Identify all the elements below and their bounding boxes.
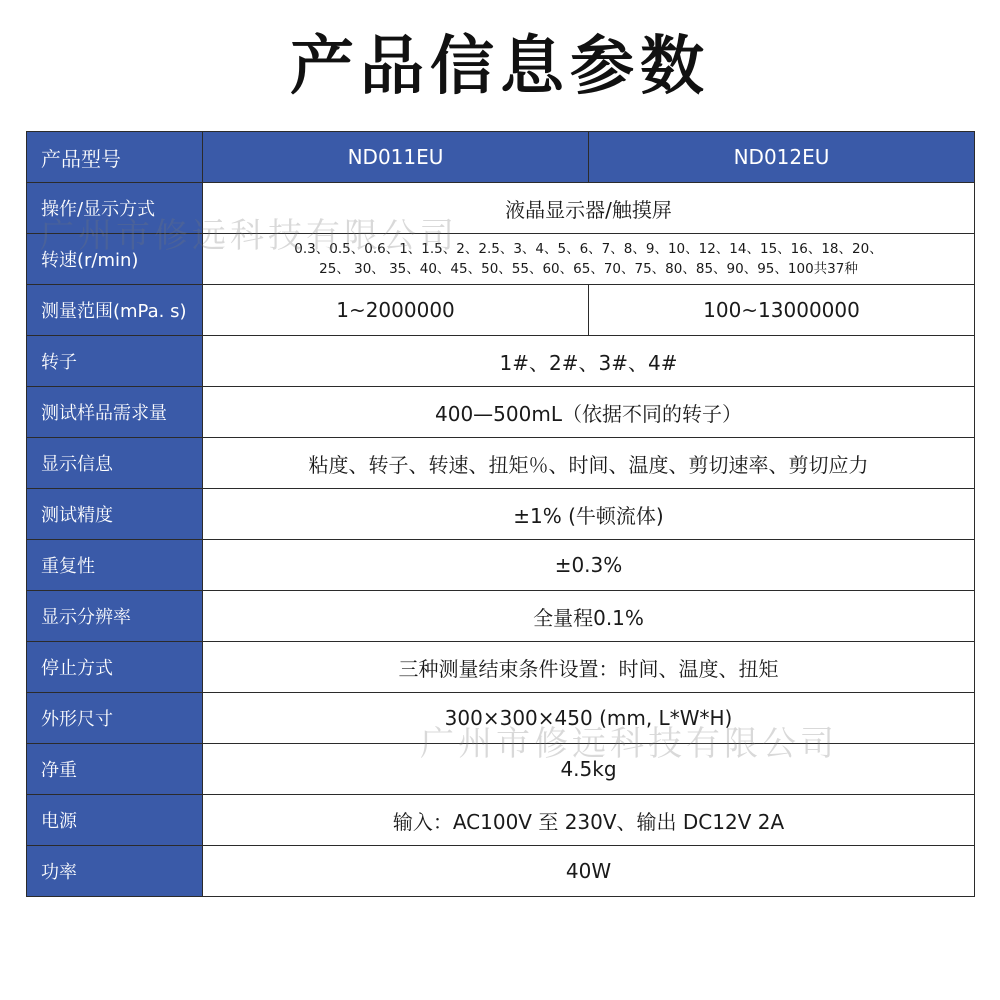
table-row	[27, 846, 975, 897]
spec-table	[26, 131, 975, 897]
row-value: 1#、2#、3#、4#	[203, 336, 975, 387]
row-value: 液晶显示器/触摸屏	[203, 183, 975, 234]
row-label: 功率	[27, 846, 203, 897]
speed-line-2: 25、 30、 35、40、45、50、55、60、65、70、75、80、85、90、95、100共37种	[319, 261, 858, 277]
page-title: 产品信息参数	[290, 30, 710, 104]
row-value: ±1% (牛顿流体)	[203, 489, 975, 540]
table-row	[27, 795, 975, 846]
row-value: 4.5kg	[203, 744, 975, 795]
table-row	[27, 642, 975, 693]
row-label: 电源	[27, 795, 203, 846]
row-label: 测量范围(mPa. s)	[27, 285, 203, 336]
table-row	[27, 336, 975, 387]
table-row	[27, 234, 975, 285]
row-label: 操作/显示方式	[27, 183, 203, 234]
speed-values	[203, 234, 975, 285]
row-label: 测试精度	[27, 489, 203, 540]
row-label: 停止方式	[27, 642, 203, 693]
header-label: 产品型号	[27, 132, 203, 183]
row-label: 外形尺寸	[27, 693, 203, 744]
model-b-cell: ND012EU	[589, 132, 975, 183]
table-row	[27, 438, 975, 489]
range-b-cell: 100~13000000	[589, 285, 975, 336]
table-header-row	[27, 132, 975, 183]
watermark-bottom: 广州市修远科技有限公司	[420, 724, 838, 764]
table-row	[27, 540, 975, 591]
table-row	[27, 285, 975, 336]
row-label: 净重	[27, 744, 203, 795]
row-label: 显示信息	[27, 438, 203, 489]
model-a-cell: ND011EU	[203, 132, 589, 183]
speed-line-1: 0.3、0.5、0.6、1、1.5、2、2.5、3、4、5、6、7、8、9、10、12、14、15、16、18、20、	[294, 241, 883, 257]
row-label: 重复性	[27, 540, 203, 591]
range-a-cell: 1~2000000	[203, 285, 589, 336]
table-row	[27, 744, 975, 795]
row-value: 40W	[203, 846, 975, 897]
row-value: 三种测量结束条件设置：时间、温度、扭矩	[203, 642, 975, 693]
table-row	[27, 387, 975, 438]
table-row	[27, 489, 975, 540]
row-label: 显示分辨率	[27, 591, 203, 642]
row-value: ±0.3%	[203, 540, 975, 591]
watermark-top: 广州市修远科技有限公司	[40, 216, 458, 256]
row-value: 400—500mL（依据不同的转子）	[203, 387, 975, 438]
row-value: 粘度、转子、转速、扭矩％、时间、温度、剪切速率、剪切应力	[203, 438, 975, 489]
table-row	[27, 591, 975, 642]
table-row	[27, 183, 975, 234]
table-row	[27, 693, 975, 744]
row-value: 全量程0.1%	[203, 591, 975, 642]
row-value: 输入：AC100V 至 230V、输出 DC12V 2A	[203, 795, 975, 846]
row-label: 测试样品需求量	[27, 387, 203, 438]
row-value: 300×300×450 (mm, L*W*H)	[203, 693, 975, 744]
row-label: 转子	[27, 336, 203, 387]
row-label: 转速(r/min)	[27, 234, 203, 285]
